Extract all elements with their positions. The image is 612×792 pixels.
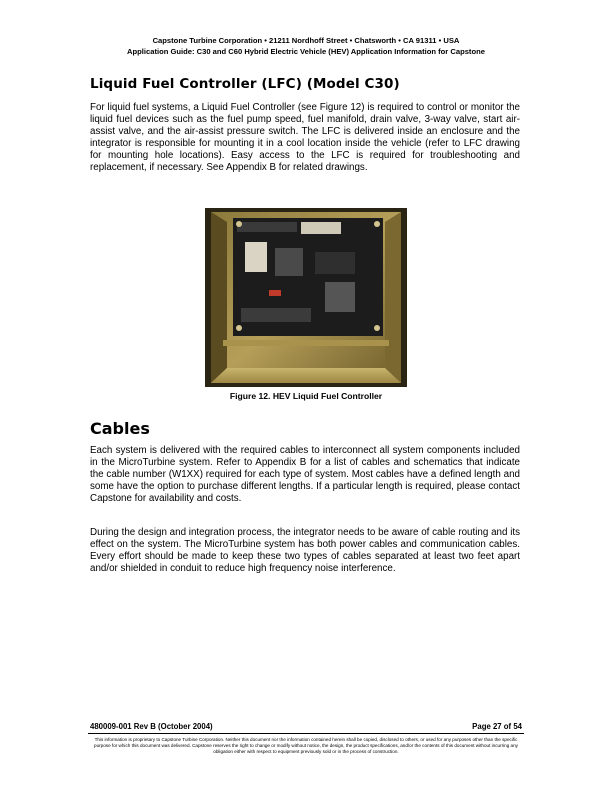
header-line-2: Application Guide: C30 and C60 Hybrid Electric Vehicle (HEV) Application Information for Capstone (127, 47, 485, 56)
figure-caption: Figure 12. HEV Liquid Fuel Controller (229, 391, 383, 401)
board-terminal-row (241, 308, 311, 322)
lfc-photo (205, 208, 407, 387)
section-title-lfc: Liquid Fuel Controller (LFC) (Model C30) (90, 76, 400, 92)
board-transformer (325, 282, 355, 312)
footer-doc-id: 480009-001 Rev B (October 2004) (90, 722, 213, 731)
mounting-screw (236, 325, 242, 331)
board-header (301, 222, 341, 234)
enclosure-bracket (223, 340, 389, 346)
footer-notice: This information is proprietary to Capstone Turbine Corporation. Neither this document nor the information contained herein shall be copied, disclosed to others, or used for any purposes other than the specific purpose for which this document was delivered. Capstone reserves the right to change or modify without notice, the design, the product specifications, and/or the contents of this document without incurring any obligation either with respect to equipment previously sold or in the process of construction. (94, 737, 518, 755)
lfc-paragraph: For liquid fuel systems, a Liquid Fuel Controller (see Figure 12) is required to control or monitor the liquid fuel devices such as the fuel pump speed, fuel manifold, drain valve, 3-way valve, start air-assist valve, and the air-assist pressure switch. The LFC is delivered inside an enclosure and the integrator is responsible for mounting it in a cool location inside the vehicle (refer to LFC drawing for mounting hole locations). Easy access to the LFC is required for troubleshooting and replacement, if necessary. See Appendix B for related drawings. (90, 102, 520, 173)
cables-paragraph-2: During the design and integration process, the integrator needs to be aware of cable routing and its effect on the system. The MicroTurbine system has both power cables and communication cables. Every effort should be made to keep these two types of cables separated at least two feet apart and/or shielded in conduit to reduce high frequency noise interference. (90, 527, 520, 574)
header-line-1: Capstone Turbine Corporation • 21211 Nordhoff Street • Chatsworth • CA 91311 • USA (152, 36, 460, 45)
footer-page-number: Page 27 of 54 (472, 722, 522, 731)
enclosure-right-wall (385, 212, 401, 383)
enclosure-floor (211, 368, 401, 383)
enclosure-left-wall (211, 212, 227, 383)
mounting-screw (374, 221, 380, 227)
section-title-cables: Cables (90, 419, 150, 438)
board-label (269, 290, 281, 296)
footer-rule (88, 733, 524, 734)
mounting-screw (236, 221, 242, 227)
board-chip (275, 248, 303, 276)
lfc-photo-drawing (205, 208, 407, 387)
board-relay (315, 252, 355, 274)
cables-paragraph-1: Each system is delivered with the required cables to interconnect all system components included in the MicroTurbine system. Refer to Appendix B for a list of cables and schematics that indicate the cable number (W1XX) required for each type of system. Most cables have a defined length and some have the option to purchase different lengths. If a particular length is required, please contact Capstone for availability and costs. (90, 445, 520, 504)
mounting-screw (374, 325, 380, 331)
board-connector-strip (237, 222, 297, 232)
page-header (0, 35, 612, 57)
board-connector-block (245, 242, 267, 272)
